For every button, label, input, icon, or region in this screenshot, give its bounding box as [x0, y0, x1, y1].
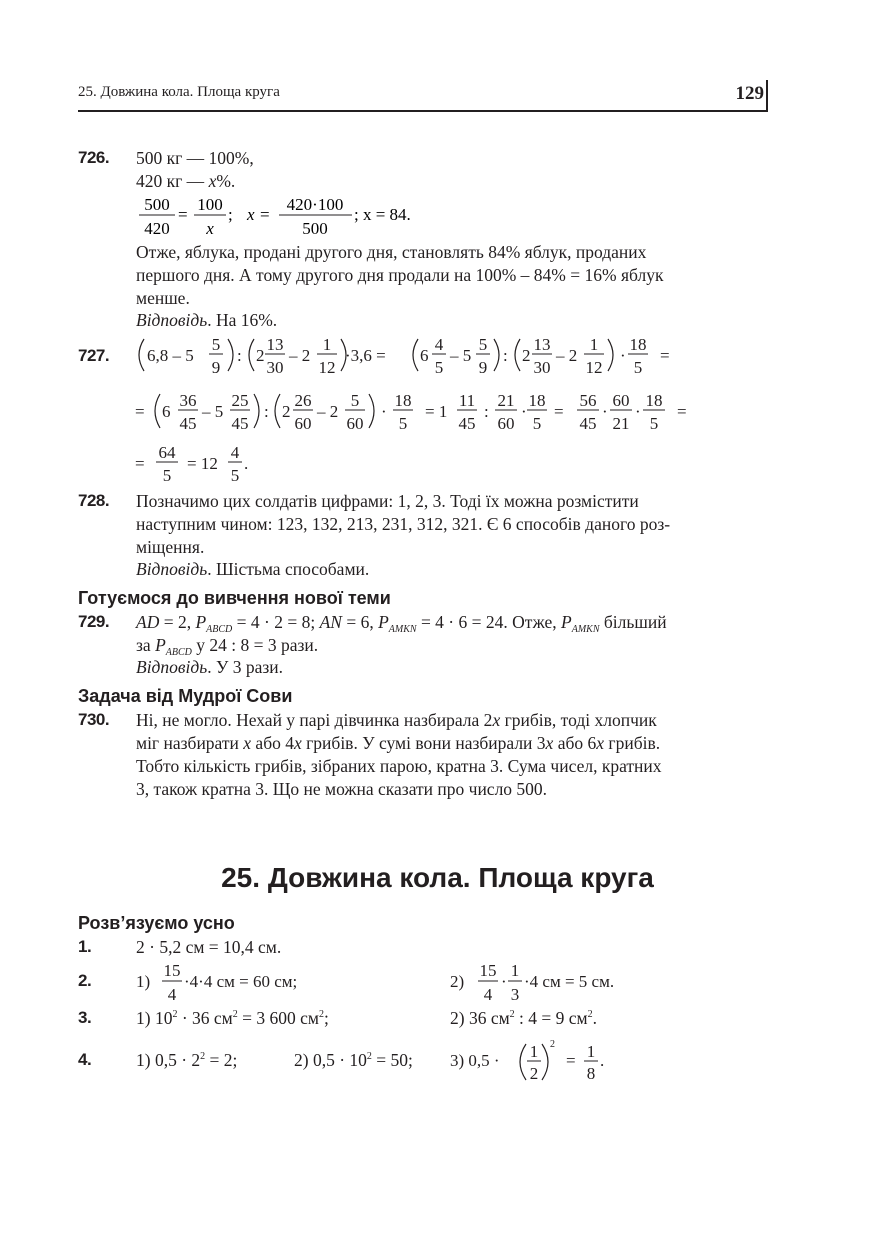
svg-text:·3,6 =: ·3,6 = [345, 346, 386, 365]
svg-text:3: 3 [510, 985, 520, 1004]
svg-text:=: = [135, 402, 145, 421]
problem-729-answer: Відповідь. У 3 рази. [136, 657, 283, 677]
svg-text:=: = [660, 346, 670, 365]
svg-text:21: 21 [497, 391, 515, 410]
problem-726-line2: 420 кг — x%. [136, 171, 236, 191]
problem-730-text4: 3, також кратна 3. Що не можна сказати про число 500. [136, 779, 548, 799]
svg-text:11: 11 [458, 391, 476, 410]
svg-text:18: 18 [629, 335, 647, 354]
oral-3-expression-b: 2) 36 $см^2$ : 4 = 9 $см^2$. [450, 1008, 597, 1028]
svg-text:56: 56 [579, 391, 597, 410]
svg-text:1: 1 [589, 335, 599, 354]
svg-text:=: = [566, 1051, 576, 1070]
svg-text:·: · [635, 402, 641, 421]
svg-text:– 2: – 2 [317, 402, 339, 421]
svg-text::: : [237, 346, 242, 365]
svg-text:2: 2 [550, 1039, 555, 1050]
svg-text:30: 30 [533, 358, 551, 377]
problem-726-number: 726. [78, 148, 110, 167]
svg-text:= 12: = 12 [187, 454, 218, 473]
header-rule-vertical [766, 80, 768, 112]
svg-text:1): 1) [136, 972, 151, 991]
svg-text:·4·4 см = 60 см;: ·4·4 см = 60 см; [184, 972, 298, 991]
svg-text:12: 12 [585, 358, 603, 377]
svg-text:– 5: – 5 [450, 346, 472, 365]
svg-text::: : [264, 402, 269, 421]
svg-text:13: 13 [266, 335, 284, 354]
variable-x: x [247, 205, 255, 224]
svg-text:5: 5 [211, 335, 221, 354]
equals-sign: = [178, 205, 188, 224]
frac-num: 420·100 [286, 195, 344, 214]
svg-text:1: 1 [322, 335, 332, 354]
oral-4-expression-a: 1) $0,5 \cdot 2^2 = 2$; [136, 1050, 238, 1070]
svg-text:6: 6 [162, 402, 171, 421]
svg-text:4: 4 [167, 985, 177, 1004]
svg-text:·: · [620, 346, 626, 365]
page-number: 129 [735, 83, 764, 104]
svg-text:2: 2 [256, 346, 265, 365]
svg-text:15: 15 [479, 961, 497, 980]
svg-text:8: 8 [586, 1064, 596, 1083]
svg-text:64: 64 [158, 443, 176, 462]
svg-text:5: 5 [230, 466, 240, 485]
problem-728-text2: наступним чином: 123, 132, 213, 231, 312, 321. Є 6 способів даного роз- [136, 514, 671, 534]
svg-text:26: 26 [294, 391, 312, 410]
problem-727-number: 727. [78, 346, 110, 365]
problem-727-expression [132, 330, 692, 490]
svg-text:21: 21 [612, 414, 630, 433]
frac-den: x [206, 219, 214, 238]
svg-text:1: 1 [586, 1042, 596, 1061]
section-heading-owl-task: Задача від Мудрої Сови [78, 686, 293, 706]
svg-text:4: 4 [230, 443, 240, 462]
svg-text:1: 1 [529, 1042, 539, 1061]
problem-726-proportion [136, 192, 476, 240]
svg-text:25: 25 [231, 391, 249, 410]
frac-den: 420 [144, 219, 170, 238]
svg-text:– 2: – 2 [556, 346, 578, 365]
oral-1-expression: 2 · 5,2 см = 10,4 см. [136, 937, 282, 957]
svg-text:– 5: – 5 [202, 402, 224, 421]
svg-text:60: 60 [497, 414, 515, 433]
equals-sign: = [260, 205, 270, 224]
result: ; x = 84. [354, 205, 411, 224]
problem-728-answer: Відповідь. Шістьма способами. [136, 559, 370, 579]
svg-text:5: 5 [649, 414, 659, 433]
chapter-title: 25. Довжина кола. Площа круга [221, 862, 654, 893]
svg-text:·: · [521, 402, 527, 421]
oral-2-number: 2. [78, 971, 92, 990]
section-heading-oral: Розв’язуємо усно [78, 913, 235, 933]
svg-text:5: 5 [532, 414, 542, 433]
svg-text:12: 12 [318, 358, 336, 377]
svg-text:5: 5 [478, 335, 488, 354]
svg-text:4: 4 [434, 335, 444, 354]
svg-text::: : [484, 402, 489, 421]
svg-text:2: 2 [522, 346, 531, 365]
svg-text:9: 9 [211, 358, 221, 377]
svg-text:=: = [554, 402, 564, 421]
svg-text:18: 18 [394, 391, 412, 410]
svg-text:= 1: = 1 [425, 402, 448, 421]
oral-4-expression-b: 2) $0,5 \cdot 10^2 = 50$; [294, 1050, 413, 1070]
svg-text:·4 см = 5 см.: ·4 см = 5 см. [524, 972, 615, 991]
svg-text:·: · [501, 972, 507, 991]
svg-text:60: 60 [294, 414, 312, 433]
svg-text:.: . [600, 1051, 605, 1070]
frac-den: 500 [302, 219, 328, 238]
svg-text:45: 45 [231, 414, 249, 433]
svg-text:4: 4 [483, 985, 493, 1004]
svg-text:9: 9 [478, 358, 488, 377]
svg-text:5: 5 [434, 358, 444, 377]
frac-num: 100 [197, 195, 223, 214]
svg-text:=: = [677, 402, 687, 421]
problem-728-text1: Позначимо цих солдатів цифрами: 1, 2, 3. Тоді їх можна розмістити [136, 491, 639, 511]
svg-text:=: = [135, 454, 145, 473]
running-title: 25. Довжина кола. Площа круга [78, 84, 280, 100]
svg-text:30: 30 [266, 358, 284, 377]
svg-text:2): 2) [450, 972, 465, 991]
svg-text:45: 45 [458, 414, 476, 433]
svg-text:60: 60 [346, 414, 364, 433]
svg-text:6: 6 [420, 346, 429, 365]
svg-text::: : [503, 346, 508, 365]
svg-text:36: 36 [179, 391, 197, 410]
svg-text:18: 18 [528, 391, 546, 410]
oral-1-number: 1. [78, 937, 92, 956]
problem-726-text2: першого дня. А тому другого дня продали на 100% – 84% = 16% яблук [136, 265, 664, 285]
separator: ; [228, 205, 233, 224]
oral-3-number: 3. [78, 1008, 92, 1027]
svg-text:60: 60 [612, 391, 630, 410]
problem-726-answer: Відповідь. На 16%. [136, 310, 278, 330]
frac-num: 500 [144, 195, 170, 214]
svg-text:6,8 – 5: 6,8 – 5 [147, 346, 194, 365]
svg-text:.: . [244, 454, 249, 473]
svg-text:1: 1 [510, 961, 520, 980]
svg-text:– 2: – 2 [289, 346, 311, 365]
problem-730-number: 730. [78, 710, 110, 729]
oral-4-expression-c [450, 1030, 630, 1090]
oral-2-expression [136, 958, 656, 1008]
problem-726-text3: менше. [136, 288, 190, 308]
header-rule [78, 110, 768, 112]
svg-text:·: · [602, 402, 608, 421]
svg-text:·: · [381, 402, 387, 421]
svg-text:5: 5 [350, 391, 360, 410]
problem-726-text1: Отже, яблука, продані другого дня, становлять 84% яблук, проданих [136, 242, 647, 262]
svg-text:2: 2 [282, 402, 291, 421]
svg-text:15: 15 [163, 961, 181, 980]
problem-729-text1: AD = 2, $P_{ABCD} = 4 \cdot 2 = 8$; AN = 6, $P_{AMKN} = 4 \cdot 6 = 24$. Отже, $P_{AMKN}$ більший [136, 612, 667, 635]
problem-729-text2: за $P_{ABCD}$ у 24 : 8 = 3 рази. [136, 635, 319, 658]
problem-729-number: 729. [78, 612, 110, 631]
oral-3-expression-a: 1) $10^2 \cdot 36$ $см^2 = 3$ 600 $см^2$; [136, 1008, 329, 1028]
svg-text:13: 13 [533, 335, 551, 354]
svg-text:5: 5 [162, 466, 172, 485]
svg-text:5: 5 [398, 414, 408, 433]
problem-730-text1: Ні, не могло. Нехай у парі дівчинка назбирала 2x грибів, тоді хлопчик [136, 710, 657, 730]
problem-730-text2: міг назбирати x або 4x грибів. У сумі вони назбирали 3x або 6x грибів. [136, 733, 661, 753]
svg-text:18: 18 [645, 391, 663, 410]
problem-728-number: 728. [78, 491, 110, 510]
svg-text:3) 0,5 ·: 3) 0,5 · [450, 1051, 500, 1070]
problem-730-text3: Тобто кількість грибів, зібраних парою, кратна 3. Сума чисел, кратних [136, 756, 662, 776]
svg-text:5: 5 [633, 358, 643, 377]
svg-text:45: 45 [179, 414, 197, 433]
problem-728-text3: міщення. [136, 537, 205, 557]
oral-4-number: 4. [78, 1050, 92, 1069]
svg-text:2: 2 [529, 1064, 539, 1083]
section-heading-new-topic: Готуємося до вивчення нової теми [78, 588, 391, 608]
problem-726-line1: 500 кг — 100%, [136, 148, 254, 168]
svg-text:45: 45 [579, 414, 597, 433]
